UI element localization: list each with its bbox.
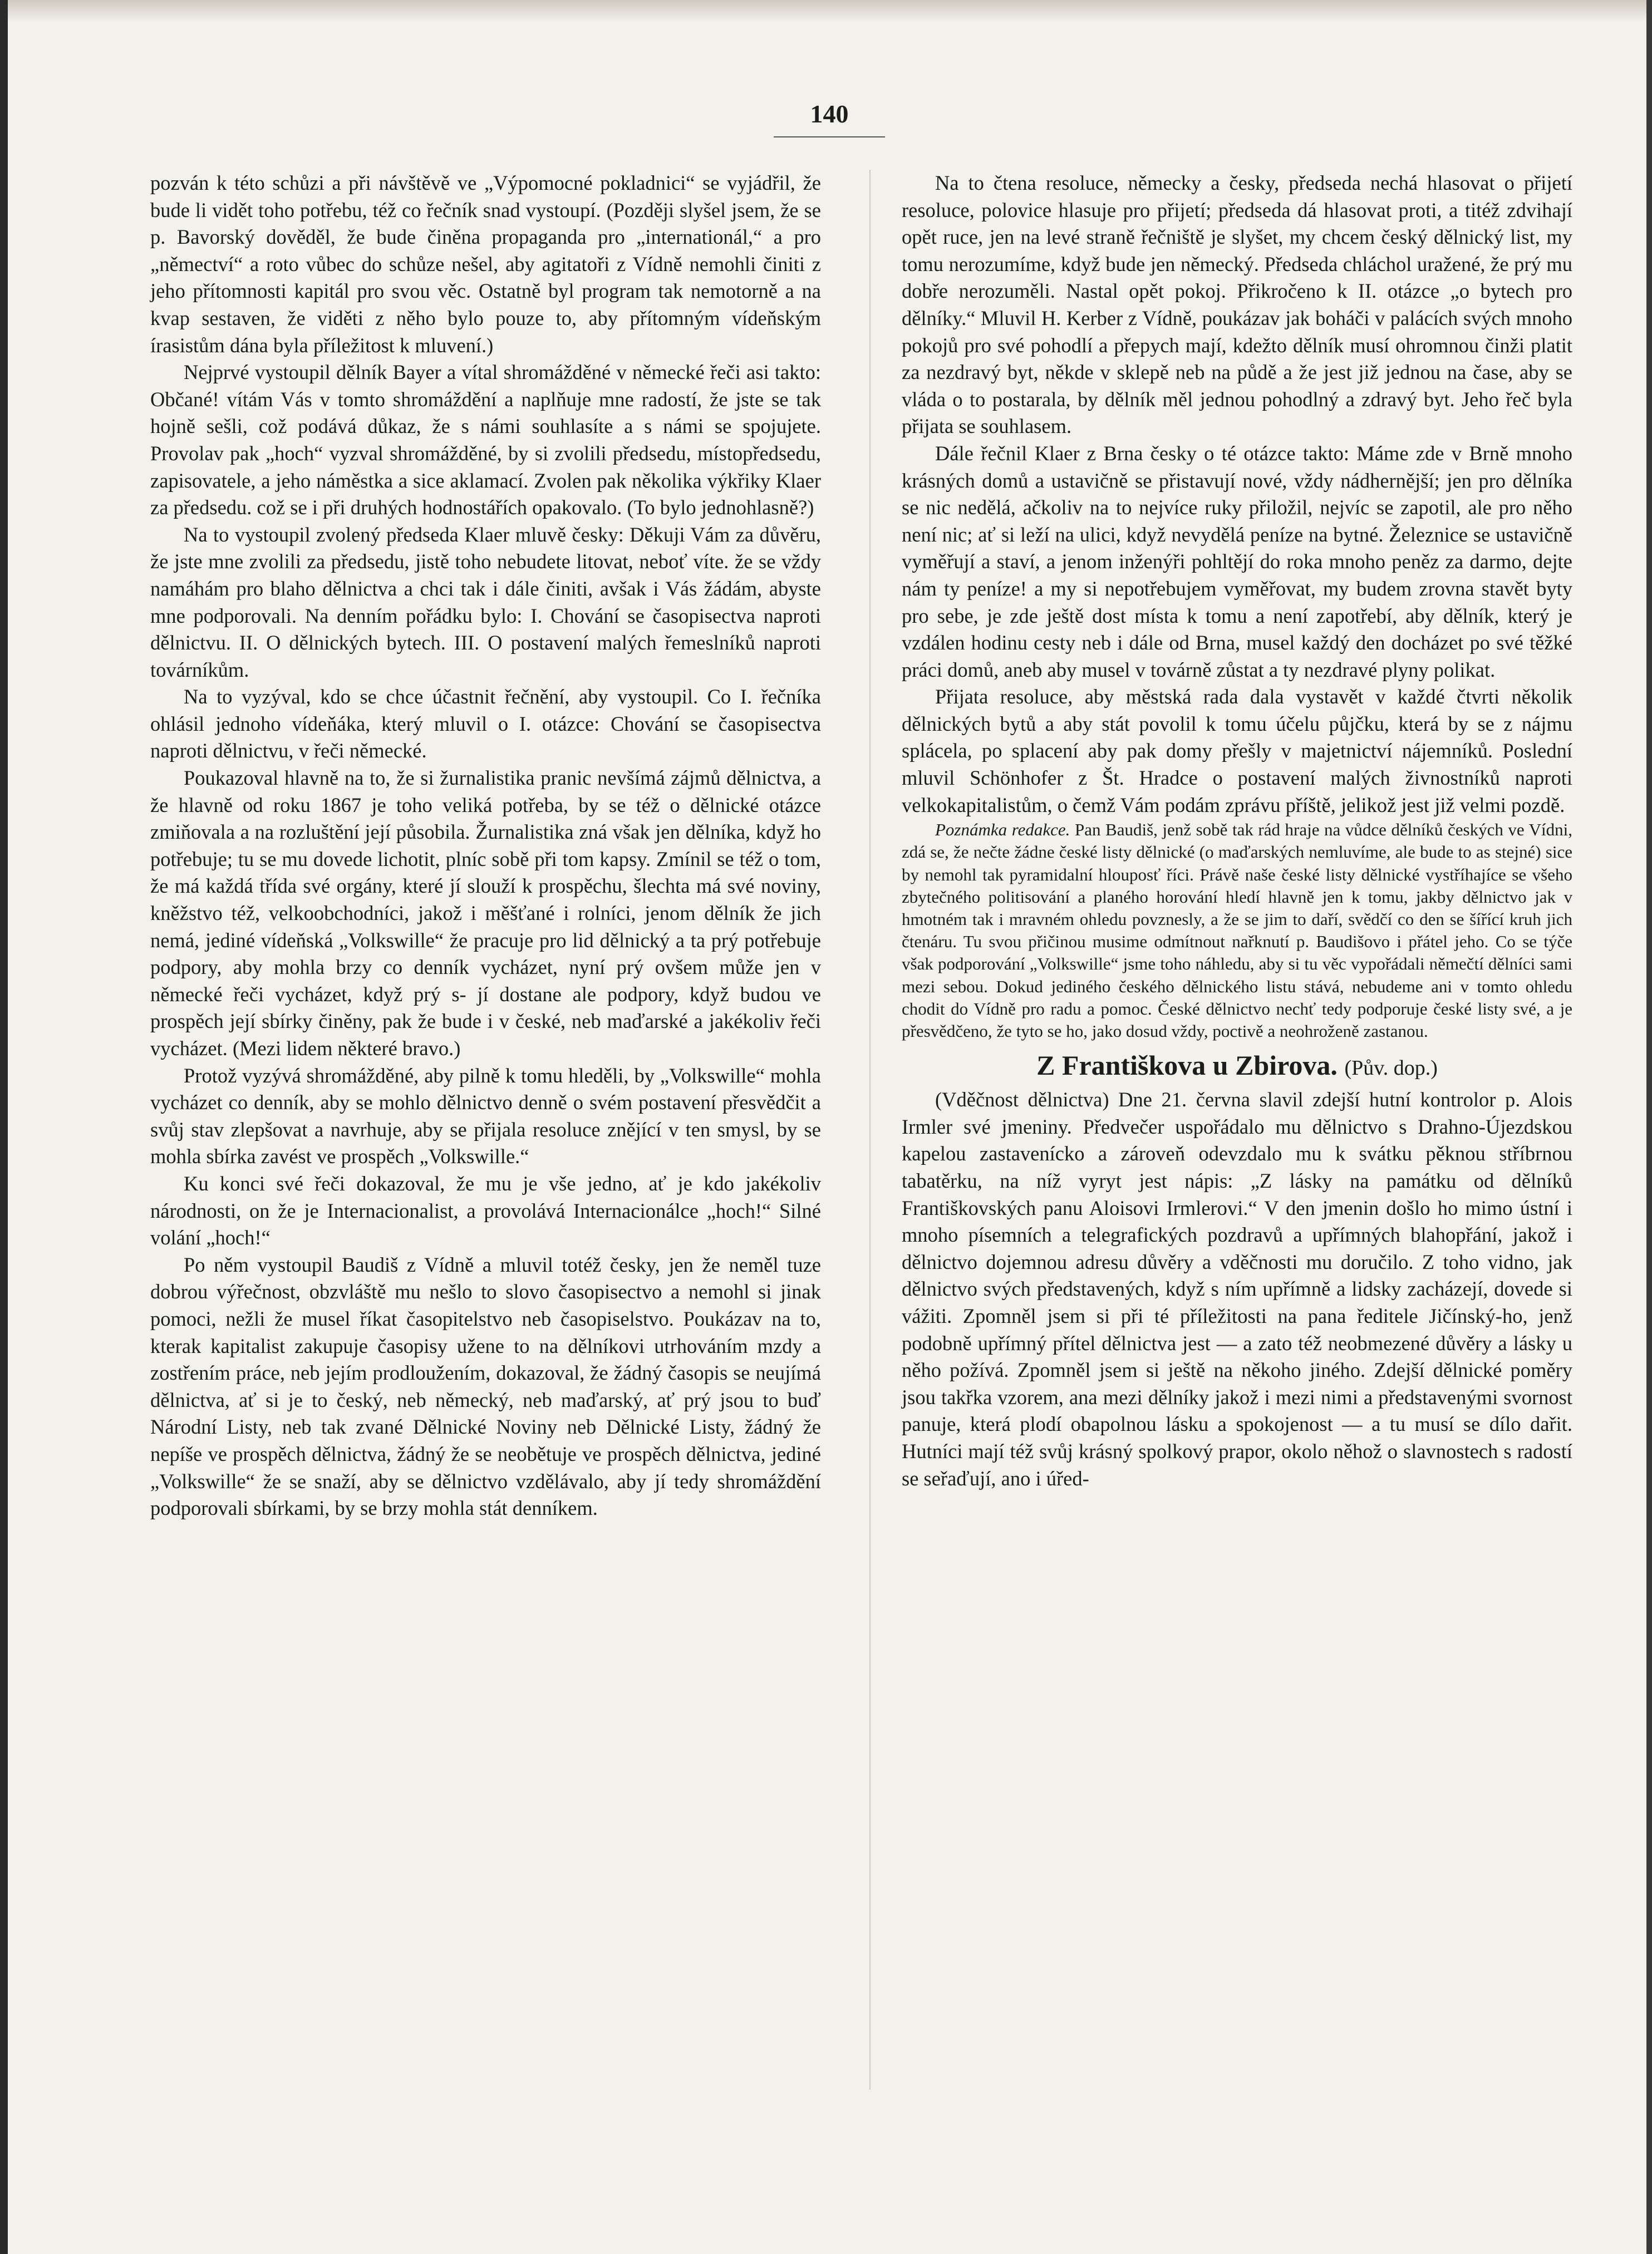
section-headline: [902, 1047, 1572, 1086]
page-number-rule: [774, 136, 885, 137]
left-paragraph: Protož vyzývá shromážděné, aby pilně k tomu hleděli, by „Volkswille“ mohla vycházet co denník, aby se mohlo dělnictvo denně o svém postavení přesvědčit a svůj stav zlepšovat a navrhuje, aby se přijala resoluce znějící v ten smysl, by se mohla sbírka zavést ve prospěch „Volkswille.“: [150, 1064, 821, 1168]
scan-left-edge: [0, 0, 8, 2254]
left-column: [150, 170, 821, 1522]
page-number: 140: [810, 100, 849, 128]
right-paragraph: Na to čtena resoluce, německy a česky, předseda nechá hlasovat o přijetí resoluce, polovice hlasuje pro přijetí; předseda dá hlasovat proti, a titéž zdvihají opět ruce, jen na levé straně řečniště je slyšet, my chcem český dělnický list, my tomu nerozumíme, když bude jen německý. Předseda chláchol uražené, že prý mu dobře nerozuměli. Nastal opět pokoj. Přikročeno k II. otázce „o bytech pro dělníky.“ Mluvil H. Kerber z Vídně, poukázav jak boháči v palácích svých mnoho pokojů pro své pohodlí a přepych mají, kdežto dělník musí ohromnou činži platit za nezdravý byt, někde v sklepě neb na půdě a že jest již jednou na čase, aby se vláda o to postarala, by dělník měl jednou pohodlný a zdravý byt. Jeho řeč byla přijata se souhlasem.: [902, 171, 1572, 438]
left-paragraph: Po něm vystoupil Baudiš z Vídně a mluvil totéž česky, jen že neměl tuze dobrou výřečnost, obzvláště mu nešlo to slovo časopisectvo a nemohl si jinak pomoci, nežli že musel říkat časopitelstvo neb časopiselstvo. Poukázav na to, kterak kapitalist zakupuje časopisy užene to na dělníkovi utrhováním mzdy a zostřením práce, neb jejím prodloužením, dokazoval, že žádný časopis se neujímá dělnictva, ať si je to český, neb německý, neb maďarský, ať prý jsou to buď Národní Listy, neb tak zvané Dělnické Noviny neb Dělnické Listy, žádný že nepíše ve prospěch dělnictva, žádný že se neobětuje ve prospěch dělnictva, jediné „Volkswille“ že se snaží, aby se dělnictvo vzdělávalo, aby jí tedy shromáždění podporovali sbírkami, by se brzy mohla stát denníkem.: [150, 1253, 821, 1520]
right-paragraph: (Vděčnost dělnictva) Dne 21. června slavil zdejší hutní kontrolor p. Alois Irmler své jmeniny. Předvečer uspořádalo mu dělnictvo s Drahno-Újezdskou kapelou zastavenícko a zároveň odevzdalo mu k svátku pěknou stříbrnou tabatěrku, na níž vyryt jest nápis: „Z lásky na památku od dělníků Františkovských panu Aloisovi Irmlerovi.“ V den jmenin došlo ho mimo ústní i mnoho písemních a telegrafických pozdravů a upřímných blahopřání, jakož i dělnictvo dojemnou adresu důvěry a vděčnosti mu doručilo. Z toho vidno, jak dělnictvo svých představených, když s ním upřímně a lidsky zacházejí, dovede si vážiti. Zpomněl jsem si při té příležitosti na pana ředitele Jičínský-ho, jenž podobně upřímný přítel dělnictva jest — a zato též neobmezené důvěry a lásky u něho požívá. Zpomněl jsem si ještě na někoho jiného. Zdejší dělnické poměry jsou takřka vzorem, ana mezi dělníky jakož i mezi nimi a představenými svornost panuje, která plodí obapolnou lásku a spokojenost — a tu musí se dílo dařit. Hutníci mají též svůj krásný spolkový prapor, okolo něhož o slavnostech s radostí se seřaďují, ano i úřed-: [902, 1088, 1572, 1490]
scan-top-shadow: [0, 0, 1652, 22]
left-paragraph: pozván k této schůzi a při návštěvě ve „Výpomocné pokladnici“ se vyjádřil, že bude li vidět toho potřebu, též co řečník snad vystoupí. (Později slyšel jsem, že se p. Bavorský dověděl, že bude činěna propaganda pro „internationál,“ a pro „němectví“ a roto vůbec do schůze nešel, aby agitatoři z Vídně nemohli činiti z jeho přítomnosti kapitál pro svou věc. Ostatně byl program tak nemotorně a na kvap sestaven, že viděti z něho bylo pouze to, aby přítomným vídeňským írasistům dána byla příležitost k mluvení.): [150, 171, 821, 357]
right-column: [902, 170, 1572, 1492]
editorial-note-text: Pan Baudiš, jenž sobě tak rád hraje na vůdce dělníků českých ve Vídni, zdá se, že nečte žádne české listy dělnické (o maďarských nemluvíme, ale bude to as stejné) sice by nemohl tak pyramidalní hlouposť říci. Právě naše české listy dělnické vystříhajíce se všeho zbytečného politisování a planého horování hledí hlavně jen k tomu, jakby dělnictvo jak v hmotném tak i mravném ohledu povznesly, a že se jim to daří, svědčí co den se šířící kruh jich čtenáru. Tu svou přičinou musime odmítnout nařknutí p. Baudišovo i přátel jeho. Co se týče však podporování „Volkswille“ jsme toho náhledu, aby si tu věc vypořádali němečtí dělníci sami mezi sebou. Dokud jediného českého dělnického listu stává, nebudeme ani v tomto ohledu chodit do Vídně pro radu a pomoc. České dělnictvo nechť tedy podporuje české listy své, a je přesvědčeno, že tyto se ho, jako dosud vždy, poctivě a neohroženě zastanou.: [902, 820, 1572, 1041]
left-paragraph: Poukazoval hlavně na to, že si žurnalistika pranic nevšímá zájmů dělnictva, a že hlavně od roku 1867 je toho veliká potřeba, by se též o dělnické otázce zmiňovala a na rozluštění její působila. Žurnalistika zná však jen dělníka, když ho potřebuje; tu se mu dovede lichotit, plníc sobě při tom kapsy. Zmínil se též o tom, že má každá třída své orgány, které jí slouží k prospěchu, šlechta má své noviny, kněžstvo též, velkoobchodníci, jakož i měšťané i rolníci, jenom dělník že jich nemá, jediné vídeňská „Volkswille“ že pracuje pro lid dělnický a ta prý potřebuje podpory, aby mohla brzy co denník vycházet, nyní prý ovšem může jen v německé řeči vycházet, když prý s- jí dostane ale podpory, když budou ve prospěch její sbírky činěny, pak že bude i v české, neb maďarské a jakékoliv řeči vycházet. (Mezi lidem některé bravo.): [150, 766, 821, 1060]
left-paragraph: Na to vystoupil zvolený předseda Klaer mluvě česky: Děkuji Vám za důvěru, že jste mne zvolili za předsedu, jistě toho nebudete litovat, neboť víte. že se vždy namáhám pro blaho dělnictva a chci tak i dále činiti, avšak i Vás žádám, abyste mne podporovali. Na denním pořádku bylo: I. Chování se časopisectva naproti dělnictvu. II. O dělnických bytech. III. O postavení malých řemeslníků naproti továrníkům.: [150, 523, 821, 681]
headline-subtitle: (Pův. dop.): [1344, 1056, 1438, 1080]
left-paragraph: Na to vyzýval, kdo se chce účastnit řečnění, aby vystoupil. Co I. řečníka ohlásil jednoho vídeňáka, který mluvil o I. otázce: Chování se časopisectva naproti dělnictvu, v řeči německé.: [150, 685, 821, 762]
left-paragraph: Nejprvé vystoupil dělník Bayer a vítal shromážděné v německé řeči asi takto: Občané! vítám Vás v tomto shromáždění a naplňuje mne radostí, že jste se tak hojně sešli, což podává důkaz, že s námi souhlasíte a s námi se spojujete. Provolav pak „hoch“ vyzval shromážděné, by si zvolili předsedu, místopředsedu, zapisovatele, a jeho náměstka a sice aklamací. Zvolen pak několika výkřiky Klaer za předsedu. což se i při druhých hodnostářích opakovalo. (To bylo jednohlasně?): [150, 361, 821, 519]
right-paragraph: Dále řečnil Klaer z Brna česky o té otázce takto: Máme zde v Brně mnoho krásných domů a ustavičně se přistavují nové, vždy nádhernější; jen pro dělníka se nic nedělá, ačkoliv na to nejvíce ruky přiložil, nejvíc se zapotil, ale pro něho není nic; ať si leží na ulici, když nevydělá peníze na bytné. Železnice se ustavičně vyměřují a staví, a jenom inženýři pohltějí do roka mnoho peněz za darmo, dejte nám ty peníze! a my si nepotřebujem vyměřovat, my budem zrovna stavět byty pro sebe, je zde ještě dost místa k tomu a není zapotřebí, aby dělník, který je vzdálen hodinu cesty neb i dále od Brna, musel každý den docházet po své těžké práci domů, aneb aby musel v továrně zůstat a ty nezdravé plyny polikat.: [902, 441, 1572, 681]
headline-title: Z Františkova u Zbirova.: [1036, 1050, 1338, 1081]
editorial-note: [902, 819, 1572, 1042]
column-divider: [869, 170, 871, 2090]
editorial-note-lead: Poznámka redakce.: [935, 820, 1070, 840]
right-paragraph: Přijata resoluce, aby městská rada dala vystavět v každé čtvrti několik dělnických bytů a aby stát povolil k tomu účelu půjčku, která by se z nájmu splácela, po splacení aby pak domy přešly v majetnictví nájemníků. Poslední mluvil Schönhofer z Št. Hradce o postavení malých živnostníků naproti velkokapitalistům, o čemž Vám podám zprávu příště, jelikož jest již velmi pozdě.: [902, 685, 1572, 816]
scan-right-edge: [1646, 0, 1652, 2254]
left-paragraph: Ku konci své řeči dokazoval, že mu je vše jedno, ať je kdo jakékoliv národnosti, on že je Internacionalist, a provolává Internacionálce „hoch!“ Silné volání „hoch!“: [150, 1172, 821, 1249]
